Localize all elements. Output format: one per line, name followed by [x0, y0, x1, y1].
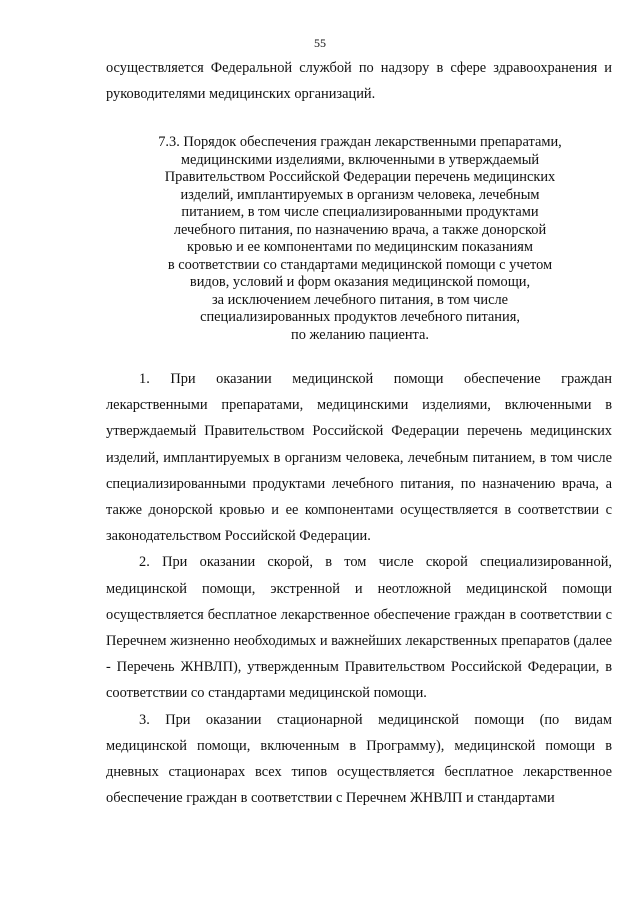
section-heading-line: лечебного питания, по назначению врача, а также донорской: [173, 221, 547, 238]
section-heading-line: специализированных продуктов лечебного питания,: [200, 309, 520, 325]
section-heading-line: медицинскими изделиями, включенными в утверждаемый: [180, 151, 540, 168]
section-heading-line: по желанию пациента.: [291, 326, 429, 343]
paragraph-3: 3. При оказании стационарной медицинской помощи (по видам медицинской помощи, включенным в Программу), медицинской помощи в дневных стационарах всех типов осуществляется бесплатное лекарственное обеспечение граждан в соответствии с Перечнем ЖНВЛП и стандартами: [106, 711, 612, 807]
paragraph-2: 2. При оказании скорой, в том числе скорой специализированной, медицинской помощи, экстренной и неотложной медицинской помощи осуществляется бесплатное лекарственное обеспечение граждан в соответствии с Перечнем жизненно необходимых и важнейших лекарственных препаратов (далее - Перечень ЖНВЛП), утвержденным Правительством Российской Федерации, в соответствии со стандартами медицинской помощи.: [106, 554, 612, 702]
continuation-paragraph: осуществляется Федеральной службой по надзору в сфере здравоохранения и руководителями медицинских организаций.: [106, 60, 612, 103]
section-heading-line: питанием, в том числе специализированными продуктами: [181, 204, 539, 220]
section-heading-line: за исключением лечебного питания, в том числе: [211, 291, 509, 308]
section-heading-line: видов, условий и форм оказания медицинской помощи,: [189, 274, 531, 290]
section-heading: [120, 134, 600, 344]
page-number: 55: [314, 36, 326, 50]
paragraph-1: 1. При оказании медицинской помощи обеспечение граждан лекарственными препаратами, медицинскими изделиями, включенными в утверждаемый Правительством Российской Федерации перечень медицинских изделий, имплантируемых в организм человека, лечебным питанием, в том числе специализированными продуктами лечебного питания, по назначению врача, а также донорской кровью и ее компонентами осуществляется в соответствии с законодательством Российской Федерации.: [106, 371, 612, 545]
body-text: [106, 366, 612, 811]
section-heading-line: 7.3. Порядок обеспечения граждан лекарственными препаратами,: [158, 134, 562, 150]
section-heading-line: кровью и ее компонентами по медицинским показаниям: [187, 239, 533, 255]
section-heading-line: в соответствии со стандартами медицинской помощи с учетом: [167, 256, 553, 273]
section-heading-line: Правительством Российской Федерации перечень медицинских: [164, 169, 556, 185]
section-heading-line: изделий, имплантируемых в организм человека, лечебным: [180, 186, 540, 203]
